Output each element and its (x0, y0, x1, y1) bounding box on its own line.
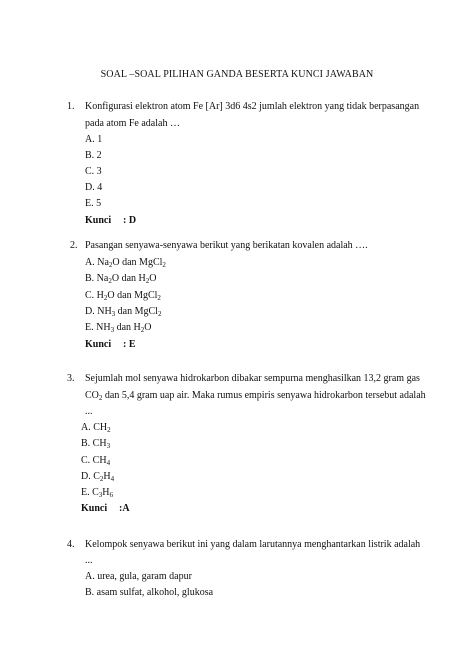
answer-key-value: : D (123, 215, 137, 226)
option-d: D. $NH_3$ dan MgCl$_2$ (85, 306, 162, 318)
option-b: B. $CH_3$ (81, 438, 111, 450)
option-c: C. $H_2O$ dan MgCl$_2$ (85, 290, 161, 302)
question-text-line: Konfigurasi elektron atom Fe [Ar] 3d6 4s2 jumlah elektron yang tidak berpasangan (85, 101, 420, 112)
option-b: B. 2 (85, 150, 102, 161)
answer-key-label: Kunci (81, 503, 108, 514)
answer-key-label: Kunci (85, 215, 112, 226)
option-a: A. 1 (85, 134, 103, 145)
option-b: B. asam sulfat, alkohol, glukosa (85, 587, 214, 598)
question-text-line: Kelompok senyawa berikut ini yang dalam larutannya menghantarkan listrik adalah (85, 539, 421, 550)
question-text-line: $CO_2$ dan 5,4 gram uap air. Maka rumus empiris senyawa hidrokarbon tersebut adalah (85, 390, 426, 402)
question-number: 4. (67, 539, 75, 550)
question-text-line: pada atom Fe adalah … (85, 118, 180, 129)
question-number: 1. (67, 101, 75, 112)
answer-key (85, 215, 136, 227)
answer-key (85, 339, 136, 351)
answer-key-value: : E (123, 339, 136, 350)
answer-key-value: :A (119, 503, 130, 514)
page-title: SOAL –SOAL PILIHAN GANDA BESERTA KUNCI JAWABAN (100, 69, 374, 80)
option-a: A. $Na_2O$ dan MgCl$_2$ (85, 257, 166, 269)
option-e: E. 5 (85, 198, 102, 209)
question-number: 3. (67, 373, 75, 384)
option-e: E. $NH_3$ dan $H_2O$ (85, 322, 152, 334)
answer-key-label: Kunci (85, 339, 112, 350)
option-a: A. urea, gula, garam dapur (85, 571, 192, 582)
option-b: B. $Na_2O$ dan $H_2O$ (85, 273, 157, 285)
option-c: C. $CH_4$ (81, 455, 111, 467)
question-text-line: ... (85, 555, 93, 566)
question-text-line: ... (85, 406, 93, 417)
option-c: C. 3 (85, 166, 102, 177)
question-text-line: Pasangan senyawa-senyawa berikut yang berikatan kovalen adalah …. (85, 240, 368, 251)
option-d: D. $C_2H_4$ (81, 471, 115, 483)
option-d: D. 4 (85, 182, 103, 193)
option-e: E. $C_3H_6$ (81, 487, 114, 499)
option-a: A. $CH_2$ (81, 422, 111, 434)
question-text-line: Sejumlah mol senyawa hidrokarbon dibakar sempurna menghasilkan 13,2 gram gas (85, 373, 420, 384)
answer-key (81, 503, 130, 515)
question-number: 2. (70, 240, 78, 251)
